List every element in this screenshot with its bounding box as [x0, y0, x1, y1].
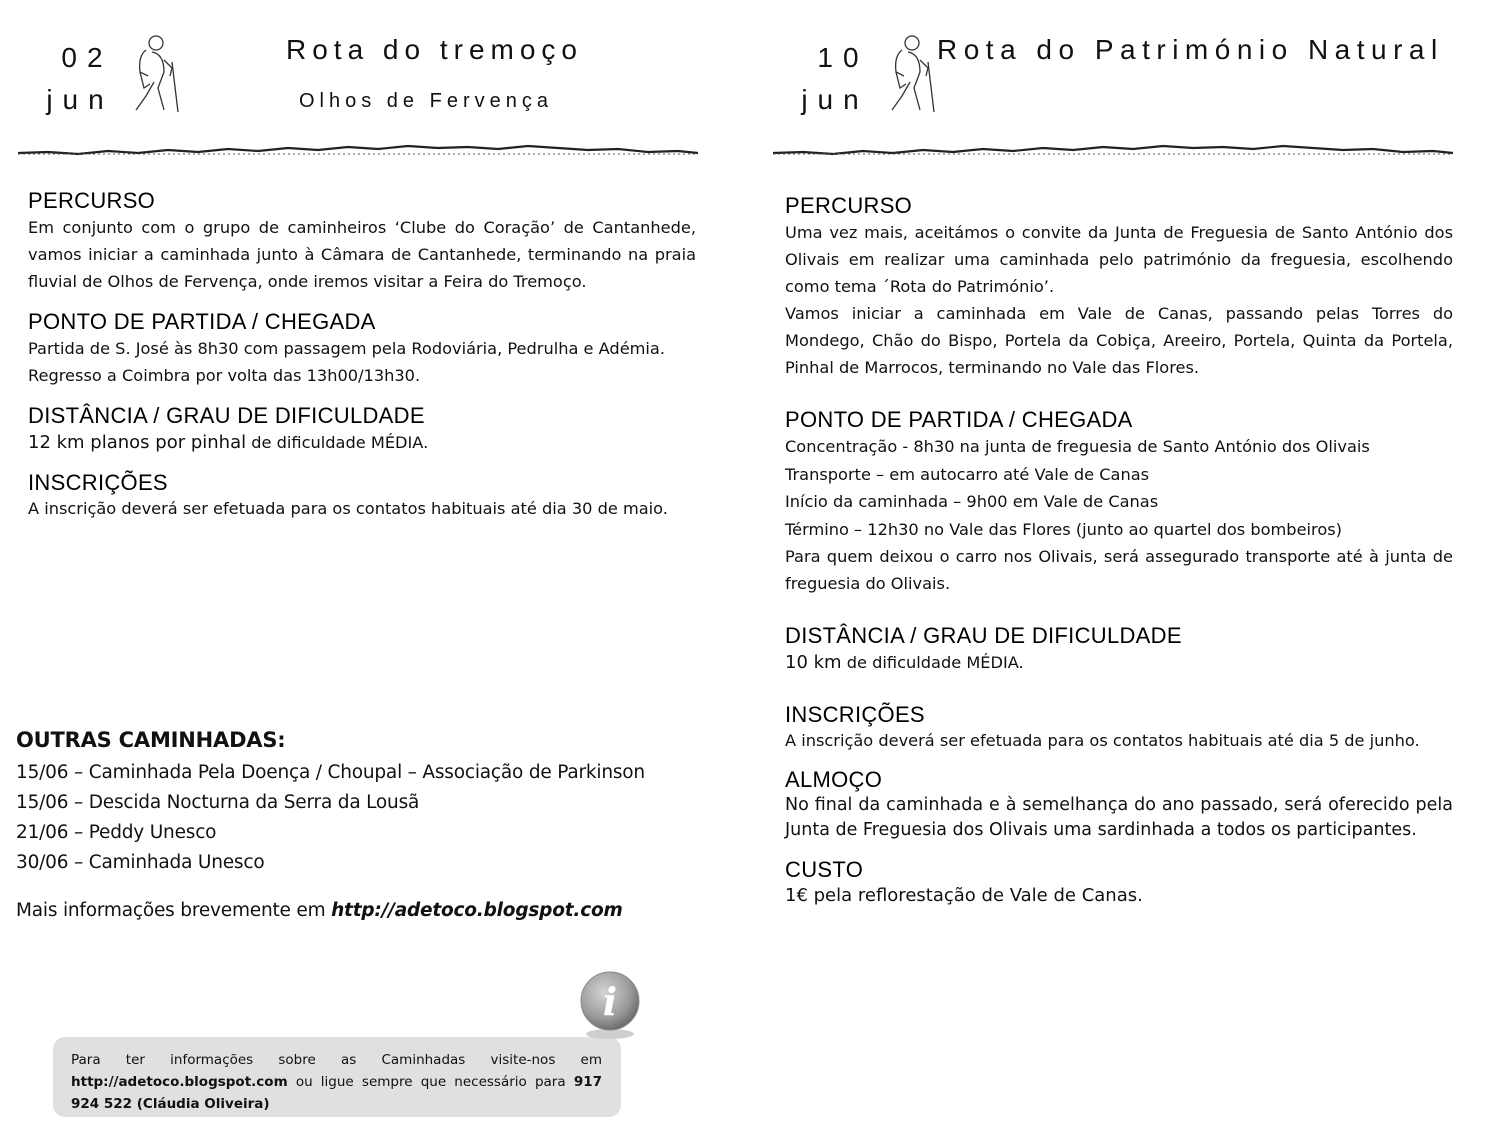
right-date-day: 10: [817, 42, 869, 73]
more-info-link[interactable]: http://adetoco.blogspot.com: [331, 900, 623, 921]
hiker-icon: [884, 32, 940, 114]
more-info-line: [16, 900, 623, 921]
left-distancia-big: 12 km planos por pinhal: [28, 432, 247, 453]
info-box-text1: Para ter informações sobre as Caminhadas visite-nos em: [71, 1052, 602, 1068]
left-partida-text: Partida de S. José às 8h30 com passagem pela Rodoviária, Pedrulha e Adémia.: [28, 339, 665, 358]
right-almoco-heading: ALMOÇO: [785, 767, 883, 792]
right-partida-line: Concentração - 8h30 na junta de freguesia de Santo António dos Olivais: [785, 437, 1370, 456]
left-subtitle: Olhos de Fervença: [299, 90, 553, 112]
left-title: Rota do tremoço: [286, 34, 583, 65]
right-percurso-text1: Uma vez mais, aceitámos o convite da Junta de Freguesia de Santo António dos Olivais em realizar uma caminhada pelo património da freguesia, escolhendo como tema ´Rota do Património’.: [785, 223, 1453, 296]
outras-item: 15/06 – Caminhada Pela Doença / Choupal – Associação de Parkinson: [16, 762, 645, 783]
right-percurso-heading: PERCURSO: [785, 193, 913, 218]
info-box-text2: ou ligue sempre que necessário para: [287, 1074, 574, 1090]
right-distancia-heading: DISTÂNCIA / GRAU DE DIFICULDADE: [785, 623, 1182, 648]
right-custo-text: 1€ pela reflorestação de Vale de Canas.: [785, 885, 1143, 906]
info-icon-letter: i: [602, 979, 618, 1024]
outras-list: [16, 758, 645, 878]
right-custo-heading: CUSTO: [785, 857, 864, 882]
right-inscricoes-text: A inscrição deverá ser efetuada para os contatos habituais até dia 5 de junho.: [785, 731, 1420, 750]
right-partida-line: Início da caminhada – 9h00 em Vale de Canas: [785, 492, 1159, 511]
left-distancia-rest: de dificuldade MÉDIA.: [246, 433, 429, 452]
left-percurso-text: Em conjunto com o grupo de caminheiros ‘Clube do Coração’ de Cantanhede, vamos iniciar a caminhada junto à Câmara de Cantanhede, terminando na praia fluvial de Olhos de Fervença, onde iremos visitar a Feira do Tremoço.: [28, 218, 696, 291]
right-partida-line: Término – 12h30 no Vale das Flores (junto ao quartel dos bombeiros): [785, 519, 1342, 539]
right-date-month: jun: [801, 84, 869, 115]
left-partida-heading: PONTO DE PARTIDA / CHEGADA: [28, 309, 376, 334]
right-distancia-text: [785, 649, 1453, 676]
left-regresso-text: Regresso a Coimbra por volta das 13h00/13h30.: [28, 366, 421, 385]
info-icon: [579, 968, 641, 1042]
right-inscricoes-heading: INSCRIÇÕES: [785, 702, 925, 727]
left-inscricoes-heading: INSCRIÇÕES: [28, 470, 168, 495]
hiker-icon: [128, 32, 184, 114]
right-distancia-big: 10 km: [785, 652, 842, 673]
right-column: [785, 193, 1453, 908]
right-partida-line: Transporte – em autocarro até Vale de Canas: [785, 464, 1150, 484]
left-percurso-heading: PERCURSO: [28, 188, 156, 213]
outras-item: 15/06 – Descida Nocturna da Serra da Lousã: [16, 792, 420, 813]
right-distancia-rest: de dificuldade MÉDIA.: [841, 653, 1024, 672]
outras-item: 21/06 – Peddy Unesco: [16, 822, 217, 843]
left-column: [28, 188, 696, 521]
left-date-day: 02: [61, 42, 113, 73]
info-box-text: [71, 1049, 602, 1115]
info-box-link[interactable]: http://adetoco.blogspot.com: [71, 1074, 288, 1090]
left-date-month: jun: [46, 84, 114, 115]
outras-item: 30/06 – Caminhada Unesco: [16, 852, 265, 873]
info-box: [53, 1037, 621, 1117]
right-partida-extra: Para quem deixou o carro nos Olivais, será assegurado transporte até à junta de freguesia do Olivais.: [785, 547, 1453, 593]
right-ridge-divider: [773, 138, 1453, 162]
right-title: Rota do Património Natural: [937, 34, 1444, 65]
right-almoco-text: No final da caminhada e à semelhança do ano passado, será oferecido pela Junta de Freguesia dos Olivais uma sardinhada a todos os participantes.: [785, 795, 1453, 840]
left-inscricoes-text: A inscrição deverá ser efetuada para os contatos habituais até dia 30 de maio.: [28, 499, 668, 518]
right-partida-heading: PONTO DE PARTIDA / CHEGADA: [785, 407, 1133, 432]
outras-title: OUTRAS CAMINHADAS:: [16, 728, 286, 752]
left-distancia-text: [28, 429, 696, 456]
left-distancia-heading: DISTÂNCIA / GRAU DE DIFICULDADE: [28, 403, 425, 428]
info-box-phone: 917 924 522 (Cláudia Oliveira): [71, 1074, 602, 1112]
right-percurso-text2: Vamos iniciar a caminhada em Vale de Canas, passando pelas Torres do Mondego, Chão do Bispo, Portela da Cobiça, Areeiro, Portela, Quinta da Portela, Pinhal de Marrocos, terminando no Vale das Flores.: [785, 304, 1453, 377]
left-ridge-divider: [18, 138, 698, 162]
more-info-prefix: Mais informações brevemente em: [16, 900, 332, 921]
